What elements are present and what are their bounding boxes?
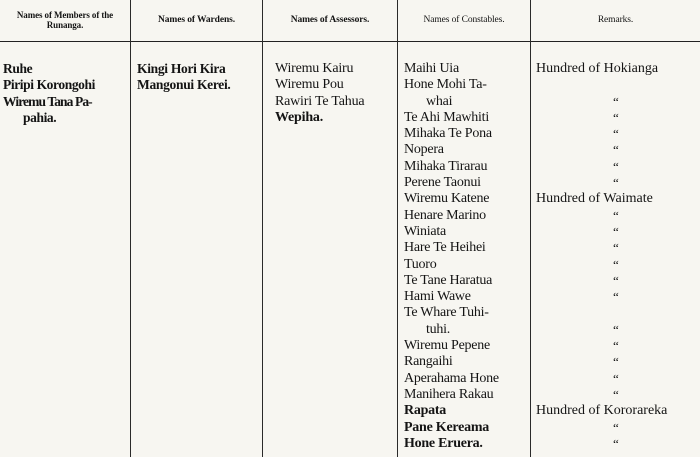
member-name: pahia. — [23, 109, 57, 125]
constable-name: Hone Mohi Ta- — [404, 77, 487, 93]
ditto-mark: “ — [613, 142, 619, 158]
remark: Hundred of Kororareka — [536, 403, 668, 419]
assessor-name: Wiremu Kairu — [275, 61, 354, 76]
member-name: Wiremu Tana Pa- — [3, 93, 92, 109]
header-wardens-text: Names of Wardens. — [157, 15, 236, 25]
header-rule — [0, 41, 700, 42]
constable-name: Te Whare Tuhi- — [404, 305, 489, 321]
ditto-mark: “ — [613, 126, 619, 142]
header-members-text: Names of Members of the Runanga. — [16, 10, 114, 30]
warden-name: Mangonui Kerei. — [137, 77, 231, 93]
ditto-mark: “ — [613, 207, 619, 223]
constables-column — [404, 61, 530, 452]
assessor-name: Wepiha. — [275, 109, 324, 125]
remarks-column — [536, 61, 700, 452]
column-divider-4 — [530, 0, 531, 457]
assessors-column — [275, 61, 397, 126]
column-divider-3 — [397, 0, 398, 457]
header-remarks — [531, 0, 700, 40]
member-name: Ruhe — [3, 61, 33, 76]
ditto-mark: “ — [613, 175, 619, 191]
ditto-mark: “ — [613, 321, 619, 337]
header-assessors-text: Names of Assessors. — [290, 15, 370, 25]
ditto-mark: “ — [613, 223, 619, 239]
constable-name: Wiremu Pepene — [404, 338, 490, 354]
constable-name: Te Tane Haratua — [404, 272, 493, 288]
constable-name: Mihaka Te Pona — [404, 126, 492, 142]
ditto-mark: “ — [613, 109, 619, 125]
header-remarks-text: Remarks. — [597, 15, 634, 25]
assessor-name: Rawiri Te Tahua — [275, 93, 365, 109]
header-constables-text: Names of Constables. — [423, 15, 505, 25]
constable-name: Aperahama Hone — [404, 370, 499, 386]
warden-name: Kingi Hori Kira — [137, 61, 226, 76]
constable-name: Perene Taonui — [404, 175, 481, 191]
header-constables — [398, 0, 530, 40]
constable-name: Winiata — [404, 223, 446, 239]
constable-name: Hone Eruera. — [404, 435, 483, 451]
constable-name: Hami Wawe — [404, 289, 471, 305]
remark: Hundred of Waimate — [536, 191, 653, 207]
ditto-mark: “ — [613, 386, 619, 402]
members-column — [3, 61, 131, 126]
column-divider-2 — [262, 0, 263, 457]
ditto-mark: “ — [613, 338, 619, 354]
ditto-mark: “ — [613, 272, 619, 288]
header-assessors — [263, 0, 397, 40]
ditto-mark: “ — [613, 93, 619, 109]
constable-name: Mihaka Tirarau — [404, 158, 488, 174]
constable-name: Rangaihi — [404, 354, 453, 370]
constable-name: Maihi Uia — [404, 61, 459, 76]
remark — [536, 305, 700, 321]
header-wardens — [131, 0, 262, 40]
header-members — [0, 0, 130, 40]
ditto-mark: “ — [613, 158, 619, 174]
remark — [536, 77, 700, 93]
ditto-mark: “ — [613, 240, 619, 256]
ditto-mark: “ — [613, 354, 619, 370]
constable-name: Hare Te Heihei — [404, 240, 486, 256]
constable-name: Nopera — [404, 142, 444, 158]
constable-name: Te Ahi Mawhiti — [404, 109, 489, 125]
remark: Hundred of Hokianga — [536, 61, 659, 76]
constable-name: Rapata — [404, 403, 447, 419]
constable-name: Wiremu Katene — [404, 191, 490, 207]
constable-name: Tuoro — [404, 256, 437, 272]
constable-name: Pane Kereama — [404, 419, 489, 435]
constable-name: whai — [426, 93, 453, 109]
constable-name: tuhi. — [426, 321, 451, 337]
assessor-name: Wiremu Pou — [275, 77, 344, 93]
ditto-mark: “ — [613, 256, 619, 272]
wardens-column — [137, 61, 262, 94]
constable-name: Henare Marino — [404, 207, 486, 223]
ditto-mark: “ — [613, 419, 619, 435]
ditto-mark: “ — [613, 370, 619, 386]
constable-name: Manihera Rakau — [404, 386, 494, 402]
ditto-mark: “ — [613, 289, 619, 305]
member-name: Piripi Korongohi — [3, 77, 95, 93]
ditto-mark: “ — [613, 435, 619, 451]
